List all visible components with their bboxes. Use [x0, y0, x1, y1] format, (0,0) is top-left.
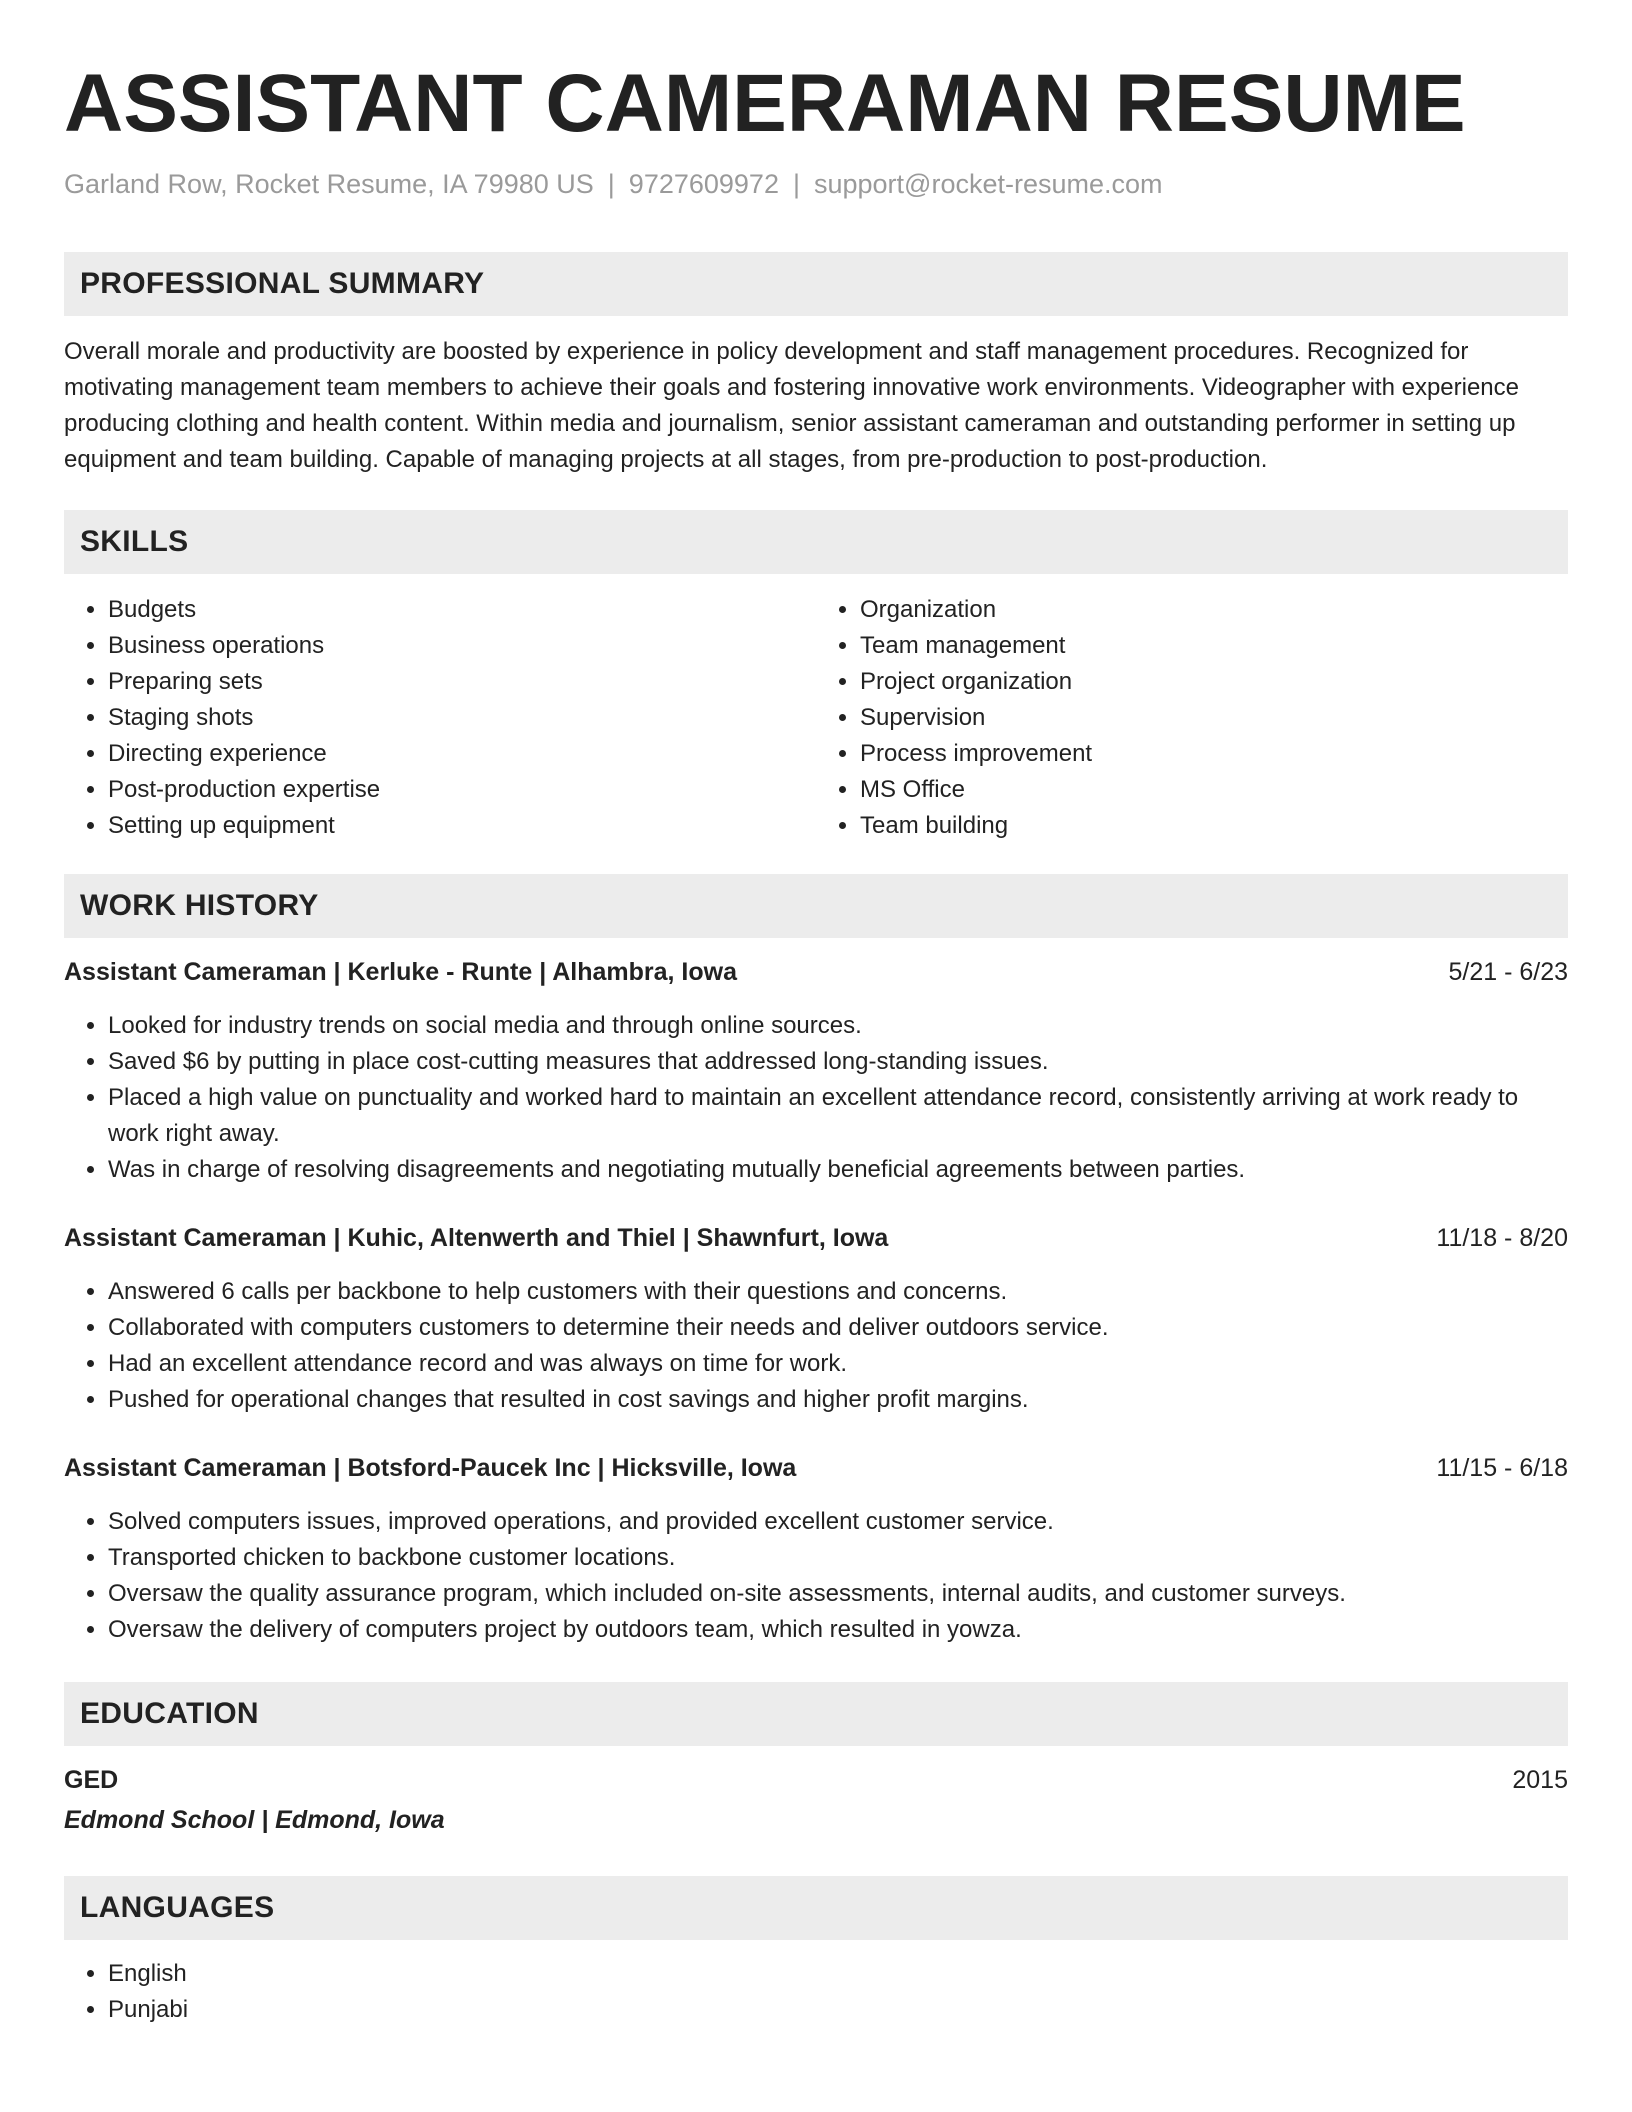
skill-item: • Staging shots [108, 700, 816, 736]
skill-item: • Supervision [860, 700, 1568, 736]
language-item: • Punjabi [108, 1992, 1568, 2028]
section-header-education: EDUCATION [64, 1682, 1568, 1746]
skill-item: • Business operations [108, 628, 816, 664]
skill-item: • Directing experience [108, 736, 816, 772]
job-bullet: • Solved computers issues, improved operations, and provided excellent customer service. [108, 1504, 1568, 1540]
job-entry [64, 1450, 1568, 1648]
resume-title: ASSISTANT CAMERAMAN RESUME [64, 58, 1466, 149]
job-bullet: • Was in charge of resolving disagreements and negotiating mutually beneficial agreements between parties. [108, 1152, 1568, 1188]
summary-text: Overall morale and productivity are boosted by experience in policy development and staff management procedures. Recognized for motivating management team members to achieve their goals and fostering innovative work environments. Videographer with experience producing clothing and health content. Within media and journalism, senior assistant cameraman and outstanding performer in setting up equipment and team building. Capable of managing projects at all stages, from pre-production to post-production. [64, 338, 1519, 473]
job-header [64, 1450, 1568, 1486]
skill-item: • Organization [860, 592, 1568, 628]
skill-item: • MS Office [860, 772, 1568, 808]
contact-phone: 9727609972 [628, 169, 779, 199]
job-dates: 11/15 - 6/18 [1436, 1454, 1568, 1482]
section-header-summary: PROFESSIONAL SUMMARY [64, 252, 1568, 316]
job-bullet: • Pushed for operational changes that resulted in cost savings and higher profit margins. [108, 1382, 1568, 1418]
job-title: Assistant Cameraman | Kuhic, Altenwerth and Thiel | Shawnfurt, Iowa [64, 1224, 889, 1252]
education-header [64, 1762, 1568, 1798]
job-dates: 5/21 - 6/23 [1448, 958, 1568, 986]
contact-email: support@rocket-resume.com [813, 169, 1163, 199]
education-degree: GED [64, 1766, 119, 1794]
job-bullet: • Transported chicken to backbone customer locations. [108, 1540, 1568, 1576]
skill-item: • Setting up equipment [108, 808, 816, 844]
job-bullet: • Had an excellent attendance record and was always on time for work. [108, 1346, 1568, 1382]
skill-item: • Team building [860, 808, 1568, 844]
contact-separator: | [607, 169, 615, 199]
job-header [64, 1220, 1568, 1256]
contact-address: Garland Row, Rocket Resume, IA 79980 US [64, 169, 594, 199]
contact-line [64, 166, 1568, 202]
job-bullets [64, 1504, 1568, 1648]
language-item: • English [108, 1956, 1568, 1992]
skills-list-left [64, 592, 816, 844]
job-dates: 11/18 - 8/20 [1436, 1224, 1568, 1252]
job-bullet: • Oversaw the delivery of computers project by outdoors team, which resulted in yowza. [108, 1612, 1568, 1648]
skill-item: • Project organization [860, 664, 1568, 700]
job-title: Assistant Cameraman | Botsford-Paucek Inc | Hicksville, Iowa [64, 1454, 797, 1482]
job-bullet: • Saved $6 by putting in place cost-cutting measures that addressed long-standing issues. [108, 1044, 1568, 1080]
job-entry [64, 1220, 1568, 1418]
languages-list [64, 1956, 1568, 2028]
job-bullet: • Collaborated with computers customers to determine their needs and deliver outdoors service. [108, 1310, 1568, 1346]
skills-grid [64, 592, 1568, 844]
skill-item: • Preparing sets [108, 664, 816, 700]
skill-item: • Team management [860, 628, 1568, 664]
section-header-skills: SKILLS [64, 510, 1568, 574]
job-title: Assistant Cameraman | Kerluke - Runte | Alhambra, Iowa [64, 958, 737, 986]
job-bullet: • Answered 6 calls per backbone to help customers with their questions and concerns. [108, 1274, 1568, 1310]
job-entry [64, 954, 1568, 1188]
skills-list-right [816, 592, 1568, 844]
skill-item: • Post-production expertise [108, 772, 816, 808]
section-header-languages: LANGUAGES [64, 1876, 1568, 1940]
education-school: Edmond School | Edmond, Iowa [64, 1806, 445, 1834]
education-year: 2015 [1512, 1766, 1568, 1794]
contact-separator: | [792, 169, 800, 199]
job-bullet: • Oversaw the quality assurance program, which included on-site assessments, internal audits, and customer surveys. [108, 1576, 1568, 1612]
skill-item: • Budgets [108, 592, 816, 628]
skill-item: • Process improvement [860, 736, 1568, 772]
section-header-work-history: WORK HISTORY [64, 874, 1568, 938]
job-bullets [64, 1008, 1568, 1188]
job-bullet: • Placed a high value on punctuality and worked hard to maintain an excellent attendance record, consistently arriving at work ready to work right away. [108, 1080, 1568, 1152]
job-bullets [64, 1274, 1568, 1418]
job-header [64, 954, 1568, 990]
job-bullet: • Looked for industry trends on social media and through online sources. [108, 1008, 1568, 1044]
